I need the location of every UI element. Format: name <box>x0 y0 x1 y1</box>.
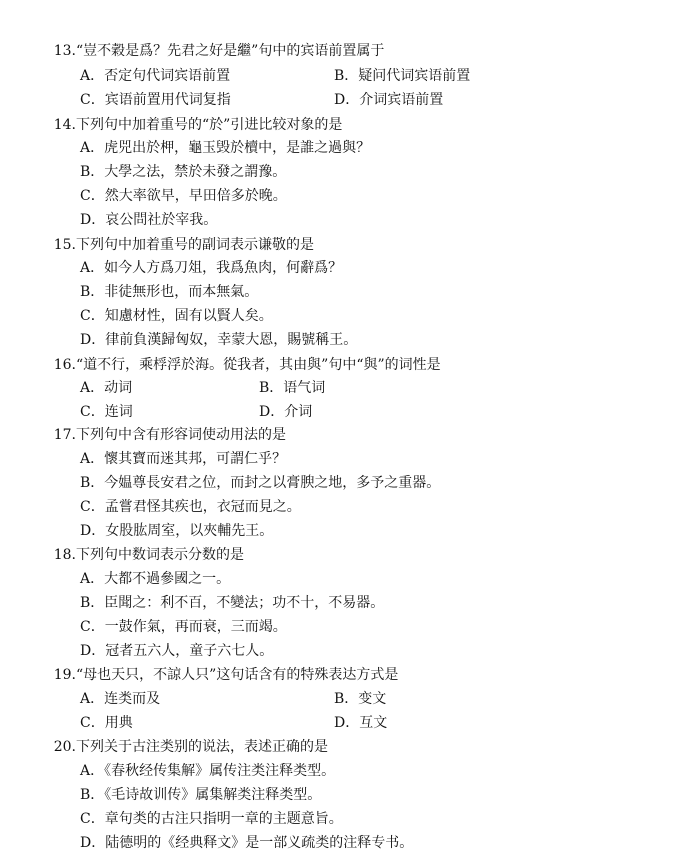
option-d[interactable] <box>80 834 413 852</box>
option-d[interactable] <box>80 211 217 229</box>
option-text: 陆德明的《经典释文》是一部义疏类的注释专书。 <box>105 835 414 851</box>
option-d[interactable] <box>80 642 273 660</box>
option-d[interactable] <box>259 403 312 421</box>
option-letter: C． <box>80 188 105 204</box>
option-text: 臣聞之：利不百，不變法；功不十，不易器。 <box>104 595 385 611</box>
question-stem <box>18 546 244 564</box>
option-text: 一鼓作氣，再而衰，三而竭。 <box>104 619 287 635</box>
option-b[interactable] <box>334 690 386 708</box>
option-a[interactable] <box>80 690 160 708</box>
option-letter: A． <box>80 691 105 707</box>
option-letter: D． <box>80 523 106 539</box>
option-text: 介词 <box>284 404 313 420</box>
option-text: 连词 <box>104 404 133 420</box>
question-text: “母也天只，不諒人只”这句话含有的特殊表达方式是 <box>76 667 399 683</box>
option-text: 然大率欲早，早田倍多於晚。 <box>104 188 287 204</box>
question-number: 17. <box>53 427 76 443</box>
option-letter: D． <box>80 332 106 348</box>
option-text: 动词 <box>104 380 133 396</box>
option-b[interactable] <box>80 594 384 612</box>
question-number: 14. <box>53 117 76 133</box>
option-letter: C． <box>80 404 105 420</box>
option-letter: A． <box>80 763 105 779</box>
option-letter: C． <box>80 715 105 731</box>
option-b[interactable] <box>80 163 286 181</box>
option-text: 知慮材性，固有以賢人矣。 <box>104 308 273 324</box>
option-text: 大學之法，禁於未發之謂豫。 <box>104 164 287 180</box>
question-number: 19. <box>53 667 76 683</box>
option-c[interactable] <box>80 810 343 828</box>
option-text: 疑问代词宾语前置 <box>358 68 471 84</box>
option-letter: B． <box>80 164 105 180</box>
option-letter: C． <box>80 308 105 324</box>
option-text: 孟嘗君怪其疾也，衣冠而見之。 <box>104 499 301 515</box>
option-c[interactable] <box>80 91 231 109</box>
option-text: 用典 <box>104 715 133 731</box>
option-letter: C． <box>80 619 105 635</box>
option-text: 介词宾语前置 <box>359 92 444 108</box>
option-text: 如今人方爲刀俎，我爲魚肉，何辭爲？ <box>104 260 343 276</box>
option-letter: A． <box>80 451 105 467</box>
option-a[interactable] <box>80 379 132 397</box>
question-stem <box>18 236 314 254</box>
option-letter: D． <box>334 92 360 108</box>
option-a[interactable] <box>80 139 370 157</box>
option-letter: B． <box>80 284 105 300</box>
option-letter: A． <box>80 571 105 587</box>
option-letter: D． <box>334 715 360 731</box>
option-b[interactable] <box>80 474 440 492</box>
option-d[interactable] <box>80 522 273 540</box>
option-text: 虎兕出於柙，龜玉毁於櫝中，是誰之過與？ <box>104 140 371 156</box>
question-text: “道不行，乘桴浮於海。從我者，其由與”句中“與”的词性是 <box>76 357 441 373</box>
question-text: “豈不穀是爲？先君之好是繼”句中的宾语前置属于 <box>76 43 385 59</box>
option-c[interactable] <box>80 403 133 421</box>
option-letter: B． <box>80 787 105 803</box>
option-c[interactable] <box>80 187 287 205</box>
question-stem <box>18 116 342 134</box>
question-stem <box>18 738 328 756</box>
option-a[interactable] <box>80 450 286 468</box>
option-b[interactable] <box>80 786 321 804</box>
option-letter: D． <box>80 643 106 659</box>
option-text: 今媪尊長安君之位，而封之以膏腴之地，多予之重器。 <box>104 475 441 491</box>
option-letter: C． <box>80 811 105 827</box>
option-letter: A． <box>80 68 105 84</box>
option-text: 连类而及 <box>104 691 161 707</box>
option-c[interactable] <box>80 618 287 636</box>
option-letter: D． <box>259 404 285 420</box>
option-text: 语气词 <box>283 380 326 396</box>
option-text: 变文 <box>358 691 387 707</box>
option-letter: C． <box>80 92 105 108</box>
question-text: 下列句中含有形容词使动用法的是 <box>76 427 286 443</box>
question-number: 16. <box>53 357 76 373</box>
option-text: 非徒無形也，而本無氣。 <box>104 284 259 300</box>
option-letter: B． <box>80 595 105 611</box>
option-b[interactable] <box>80 283 258 301</box>
option-a[interactable] <box>80 570 230 588</box>
option-d[interactable] <box>334 714 387 732</box>
question-stem <box>18 426 286 444</box>
option-letter: D． <box>80 835 106 851</box>
option-letter: A． <box>80 260 105 276</box>
option-c[interactable] <box>80 714 133 732</box>
option-text: 冠者五六人，童子六七人。 <box>105 643 274 659</box>
option-letter: B． <box>259 380 284 396</box>
option-letter: A． <box>80 380 105 396</box>
option-text: 否定句代词宾语前置 <box>104 68 231 84</box>
option-d[interactable] <box>334 91 443 109</box>
option-letter: B． <box>334 691 359 707</box>
option-c[interactable] <box>80 498 301 516</box>
question-number: 20. <box>53 739 76 755</box>
option-text: 女股肱周室，以夾輔先王。 <box>105 523 274 539</box>
option-a[interactable] <box>80 762 335 780</box>
question-text: 下列句中加着重号的“於”引进比较对象的是 <box>76 117 343 133</box>
option-text: 懷其寶而迷其邦，可謂仁乎？ <box>104 451 287 467</box>
option-text: 律前負漢歸匈奴，幸蒙大恩，賜號稱王。 <box>105 332 358 348</box>
option-text: 哀公問社於宰我。 <box>105 212 218 228</box>
question-stem <box>18 42 384 60</box>
option-text: 宾语前置用代词复指 <box>104 92 231 108</box>
question-number: 13. <box>53 43 76 59</box>
option-letter: C． <box>80 499 105 515</box>
option-letter: B． <box>80 475 105 491</box>
option-text: 《毛诗故训传》属集解类注释类型。 <box>104 787 322 803</box>
question-stem <box>18 666 398 684</box>
question-text: 下列句中加着重号的副词表示谦敬的是 <box>76 237 314 253</box>
option-text: 互文 <box>359 715 388 731</box>
question-text: 下列关于古注类别的说法，表述正确的是 <box>76 739 328 755</box>
option-letter: A． <box>80 140 105 156</box>
option-text: 《春秋经传集解》属传注类注释类型。 <box>104 763 336 779</box>
option-letter: B． <box>334 68 359 84</box>
option-text: 大都不過參國之一。 <box>104 571 231 587</box>
option-d[interactable] <box>80 331 357 349</box>
question-text: 下列句中数词表示分数的是 <box>76 547 244 563</box>
option-b[interactable] <box>259 379 325 397</box>
question-number: 18. <box>53 547 76 563</box>
option-text: 章句类的古注只指明一章的主题意旨。 <box>104 811 343 827</box>
question-stem <box>18 356 441 374</box>
option-b[interactable] <box>334 67 470 85</box>
option-letter: D． <box>80 212 106 228</box>
question-number: 15. <box>53 237 76 253</box>
option-a[interactable] <box>80 67 230 85</box>
option-a[interactable] <box>80 259 342 277</box>
option-c[interactable] <box>80 307 273 325</box>
